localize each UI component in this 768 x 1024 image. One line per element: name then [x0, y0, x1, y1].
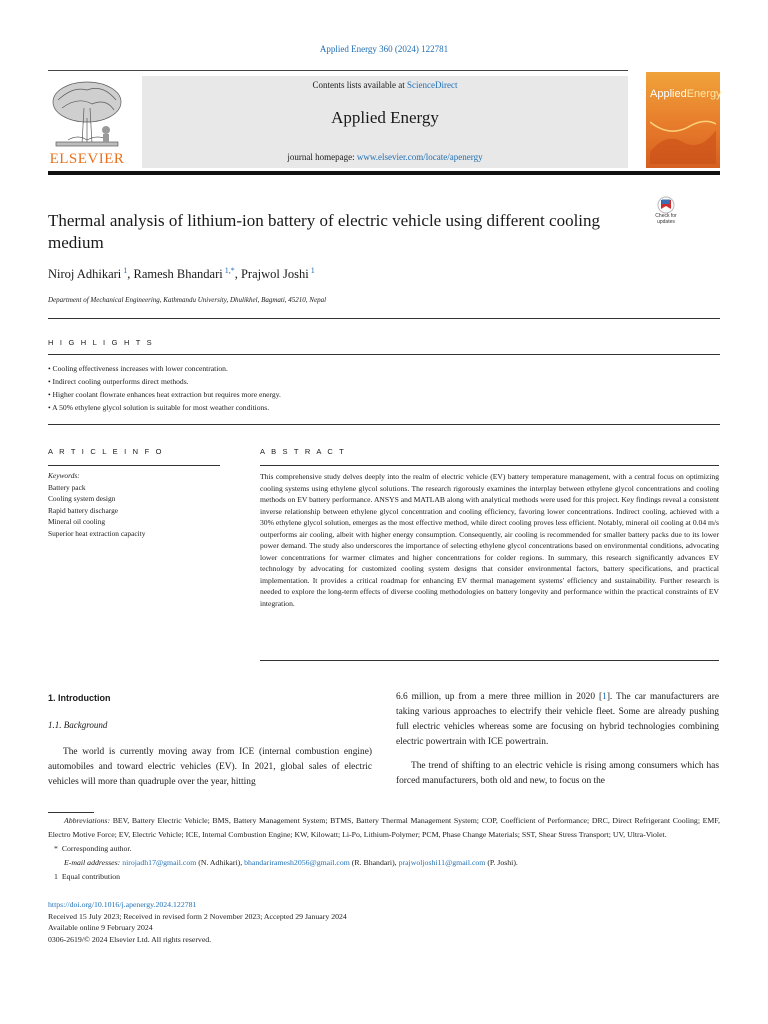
author-sup[interactable]: 1,*: [224, 266, 235, 275]
highlight-item: • Indirect cooling outperforms direct methods.: [48, 377, 189, 386]
crossmark-label[interactable]: [648, 213, 684, 225]
keywords-label: Keywords:: [48, 471, 80, 480]
abstract-text: This comprehensive study delves deeply into the realm of electric vehicle (EV) battery temperature management, with a central focus on optimizing cooling systems using ethylene glycol solutions. The research rigorously examines the interplay between ethylene glycol concentrations and cooling methods on EV battery performance. ANSYS and MATLAB along with analytical methods were used for this project. Key findings reveal a consistent inverse relationship between ethylene glycol concentration and cooling efficiency, favoring lower concentrations. Indirect cooling, achieved with a 30% ethylene glycol solution, emerges as the most effective method, while direct cooling proves less efficient. Notably, mineral oil cooling at 0.04 m/s outperforms air cooling, albeit with higher energy consumption. Consequently, air cooling is recommended for smaller battery packs due to its lower power demand. The study also underscores the importance of selecting ethylene glycol concentrations based on environmental conditions, advocating lower concentrations for warmer climates and higher concentrations for colder regions. In summary, this research significantly advances EV technology by advocating for customized cooling system designs that consider environmental factors, battery specifications, and practical implementation. It provides a critical roadmap for enhancing EV thermal management systems' efficiency and sustainability. Further research is needed to explore the long-term effects of diverse cooling methodologies on battery longevity and performance within the practical constraints of EV integration.: [260, 472, 719, 608]
contents-prefix: Contents lists available at: [312, 80, 407, 90]
homepage-prefix: journal homepage:: [287, 152, 357, 162]
contents-line: [142, 80, 628, 90]
body-paragraph: 6.6 million, up from a mere three million in 2020 [1]. The car manufacturers are taking various approaches to electrify their vehicle fleet. Some are already pushing full electric vehicles whereas some are focusing on hybrid technologies combining electric powertrain with ICE powertrain.: [396, 692, 719, 747]
cover-artwork: [650, 112, 716, 164]
highlight-item: • A 50% ethylene glycol solution is suitable for most weather conditions.: [48, 403, 270, 412]
email-link[interactable]: bhandariramesh2056@gmail.com: [244, 858, 350, 867]
email-link[interactable]: nirojadh17@gmail.com: [122, 858, 197, 867]
body-column-right: [396, 690, 719, 789]
equal-mark: 1: [54, 872, 58, 881]
affiliation: Department of Mechanical Engineering, Kathmandu University, Dhulikhel, Bagmati, 45210, Nepal: [48, 296, 327, 304]
highlight-item: • Higher coolant flowrate enhances heat extraction but requires more energy.: [48, 390, 281, 399]
keywords-block: [48, 470, 145, 539]
highlight-item: • Cooling effectiveness increases with lower concentration.: [48, 364, 228, 373]
email-link[interactable]: prajwoljoshi11@gmail.com: [398, 858, 486, 867]
abstract-heading: A B S T R A C T: [260, 447, 346, 456]
email-label: E-mail addresses:: [64, 858, 121, 867]
crossmark-label-line1: Check for: [655, 213, 677, 219]
cover-title-a: Applied: [650, 88, 687, 100]
body-paragraph: The trend of shifting to an electric vehicle is rising among consumers which has forced manufacturers, both old and new, to focus on the: [396, 761, 719, 786]
sciencedirect-link[interactable]: ScienceDirect: [407, 80, 458, 90]
article-info-rule: [48, 465, 220, 466]
header-bottom-rule: [48, 171, 720, 175]
footnote-rule: [48, 812, 94, 813]
author-sup[interactable]: 1: [123, 266, 128, 275]
copyright: 0306-2619/© 2024 Elsevier Ltd. All rights reserved.: [48, 934, 212, 944]
body-paragraph: The world is currently moving away from ICE (internal combustion engine) automobiles and toward electric vehicles (EV). In 2021, global sales of electric vehicles will more than quadruple over the year, hitting: [48, 747, 372, 787]
publisher-wordmark: ELSEVIER: [49, 151, 125, 167]
corresponding-mark: *: [54, 844, 58, 853]
keyword: Rapid battery discharge: [48, 505, 119, 515]
author-list: Niroj Adhikari $^1$, Ramesh Bhandari $^{1,*}$, Prajwol Joshi $^1$: [48, 266, 315, 282]
highlights-rule: [48, 354, 720, 355]
crossmark-label-line2: updates: [657, 219, 675, 225]
journal-reference-link[interactable]: Applied Energy 360 (2024) 122781: [319, 44, 449, 54]
keyword: Mineral oil cooling: [48, 517, 106, 526]
cover-title: [650, 88, 722, 100]
keyword: Battery pack: [48, 482, 86, 492]
received-dates: Received 15 July 2023; Received in revised form 2 November 2023; Accepted 29 January 2024: [48, 911, 347, 921]
email-footnote: E-mail addresses: nirojadh17@gmail.com (N. Adhikari), bhandariramesh2056@gmail.com (R. Bhandari), prajwoljoshi11@gmail.com (P. Joshi).: [64, 858, 518, 867]
footnotes: [48, 814, 720, 884]
author-name[interactable]: Ramesh Bhandari: [133, 267, 223, 282]
author-sup[interactable]: 1: [310, 266, 315, 275]
highlights-top-rule: [48, 318, 720, 319]
highlights-heading: H I G H L I G H T S: [48, 338, 154, 347]
corresponding-footnote: * Corresponding author.: [54, 844, 132, 853]
doi-link[interactable]: https://doi.org/10.1016/j.apenergy.2024.122781: [48, 900, 197, 909]
subsection-heading: 1.1. Background: [48, 720, 108, 730]
author-name[interactable]: Niroj Adhikari: [48, 267, 122, 282]
body-column-left: [48, 745, 372, 790]
journal-homepage-link[interactable]: www.elsevier.com/locate/apenergy: [356, 152, 483, 162]
equal-contribution-footnote: 1 Equal contribution: [54, 872, 121, 881]
article-title: Thermal analysis of lithium-ion battery of electric vehicle using different cooling medium: [48, 211, 601, 252]
article-info-heading: A R T I C L E I N F O: [48, 447, 164, 456]
available-online: Available online 9 February 2024: [48, 923, 153, 932]
highlights-bottom-rule: [48, 424, 720, 425]
keyword: Cooling system design: [48, 494, 116, 503]
header-top-rule: [48, 70, 628, 71]
cover-title-b: Energy: [686, 88, 722, 100]
highlights-list: [48, 362, 281, 414]
abbreviations-footnote: Abbreviations: BEV, Battery Electric Vehicle; BMS, Battery Management System; BTMS, Battery Thermal Management System; COP, Coefficient of Performance; DRC, Direct Refrigerant Cooling; EMF, Electro Motive Force; EV, Electric Vehicle; ICE, Internal Combustion Engine; KW, Kilowatt; Li-Po, Lithium-Polymer; PCM, Phase Change Materials; SST, Shear Stress Transport; UV, Ultra-Violet.: [48, 816, 720, 839]
abstract-bottom-rule: [260, 660, 719, 661]
journal-name: Applied Energy: [331, 108, 439, 127]
publication-info: [48, 899, 347, 945]
abbreviations-label: Abbreviations:: [64, 816, 111, 825]
homepage-line: [142, 152, 628, 162]
keyword: Superior heat extraction capacity: [48, 528, 146, 538]
author-name[interactable]: Prajwol Joshi: [240, 267, 309, 282]
abstract-top-rule: [260, 465, 719, 466]
reference-link[interactable]: 1: [602, 692, 607, 702]
section-heading: 1. Introduction: [48, 693, 111, 703]
